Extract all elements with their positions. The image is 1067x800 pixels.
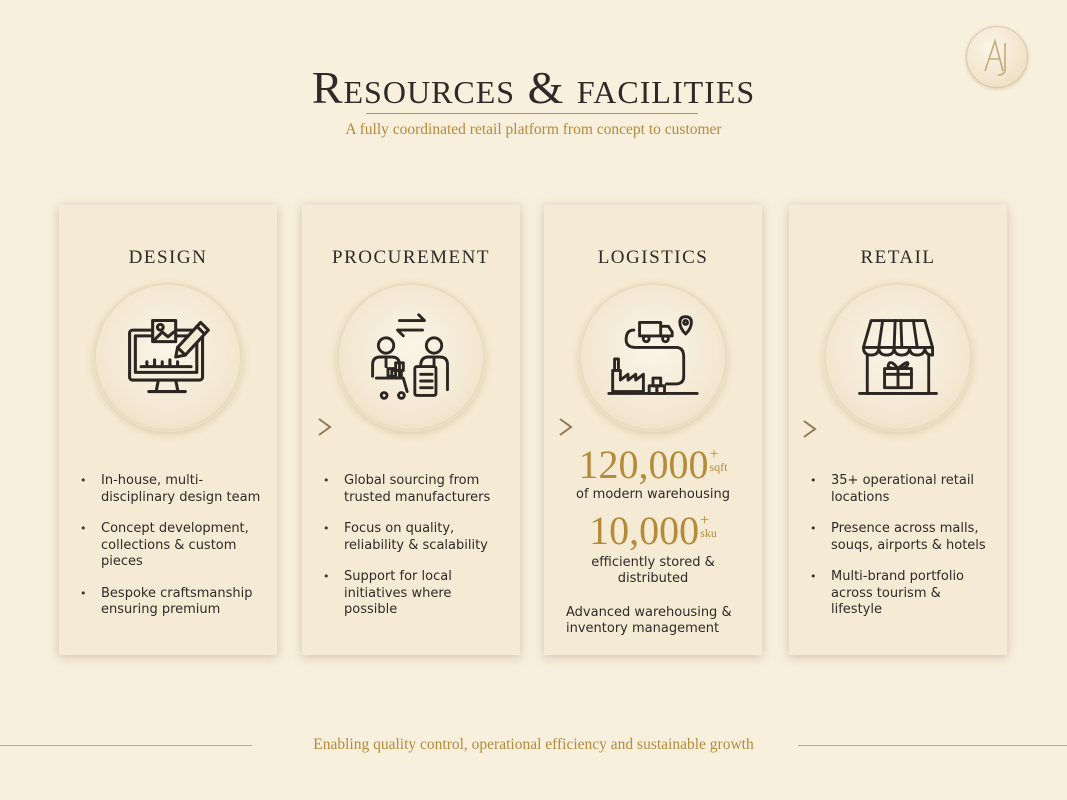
list-item: • Bespoke craftsmanship ensuring premium — [79, 586, 263, 619]
icon-circle — [824, 283, 972, 431]
card-title: RETAIL — [860, 247, 936, 268]
list-item: • 35+ operational retail locations — [809, 473, 993, 506]
stat-plus: + — [700, 512, 710, 529]
stat-label: efficiently stored & distributed — [591, 555, 715, 586]
bullet-list — [809, 473, 993, 634]
arrow-right-icon — [486, 416, 576, 438]
retail-store-icon — [850, 309, 946, 405]
logistics-note: Advanced warehousing & inventory management — [566, 605, 732, 636]
page-subtitle: A fully coordinated retail platform from concept to customer — [345, 121, 722, 138]
page-title: Resources & facilities — [311, 62, 756, 113]
list-item: • Multi-brand portfolio across tourism & lifestyle — [809, 569, 993, 619]
card-retail — [789, 205, 1007, 655]
stat-unit: sku — [700, 526, 717, 540]
list-item: • Presence across malls, souqs, airports & hotels — [809, 521, 993, 554]
arrow-right-icon — [730, 418, 820, 440]
stat-plus: + — [709, 446, 719, 463]
stat-value: 10,000 — [589, 508, 700, 553]
title-underline — [366, 113, 698, 114]
design-monitor-icon — [120, 309, 216, 405]
stat-label: of modern warehousing — [576, 487, 730, 502]
arrow-right-icon — [245, 416, 335, 438]
bullet-list — [79, 473, 263, 634]
stat-warehouse — [544, 441, 762, 488]
list-item: • Concept development, collections & custom pieces — [79, 521, 263, 571]
icon-circle — [94, 283, 242, 431]
card-title: DESIGN — [128, 247, 208, 268]
list-item: • Focus on quality, reliability & scalability — [322, 521, 506, 554]
list-item: • Support for local initiatives where possible — [322, 569, 506, 619]
card-title: LOGISTICS — [597, 247, 709, 268]
procurement-exchange-icon — [363, 309, 459, 405]
card-title: PROCUREMENT — [332, 247, 490, 268]
icon-circle — [579, 283, 727, 431]
list-item: • Global sourcing from trusted manufacturers — [322, 473, 506, 506]
footer-tagline: Enabling quality control, operational efficiency and sustainable growth — [313, 736, 754, 753]
stat-unit: sqft — [709, 460, 728, 474]
stat-value: 120,000 — [578, 442, 709, 487]
bullet-list — [322, 473, 506, 634]
stat-sku — [544, 507, 762, 554]
logistics-route-icon — [605, 309, 701, 405]
icon-circle — [337, 283, 485, 431]
list-item: • In-house, multi-disciplinary design team — [79, 473, 263, 506]
